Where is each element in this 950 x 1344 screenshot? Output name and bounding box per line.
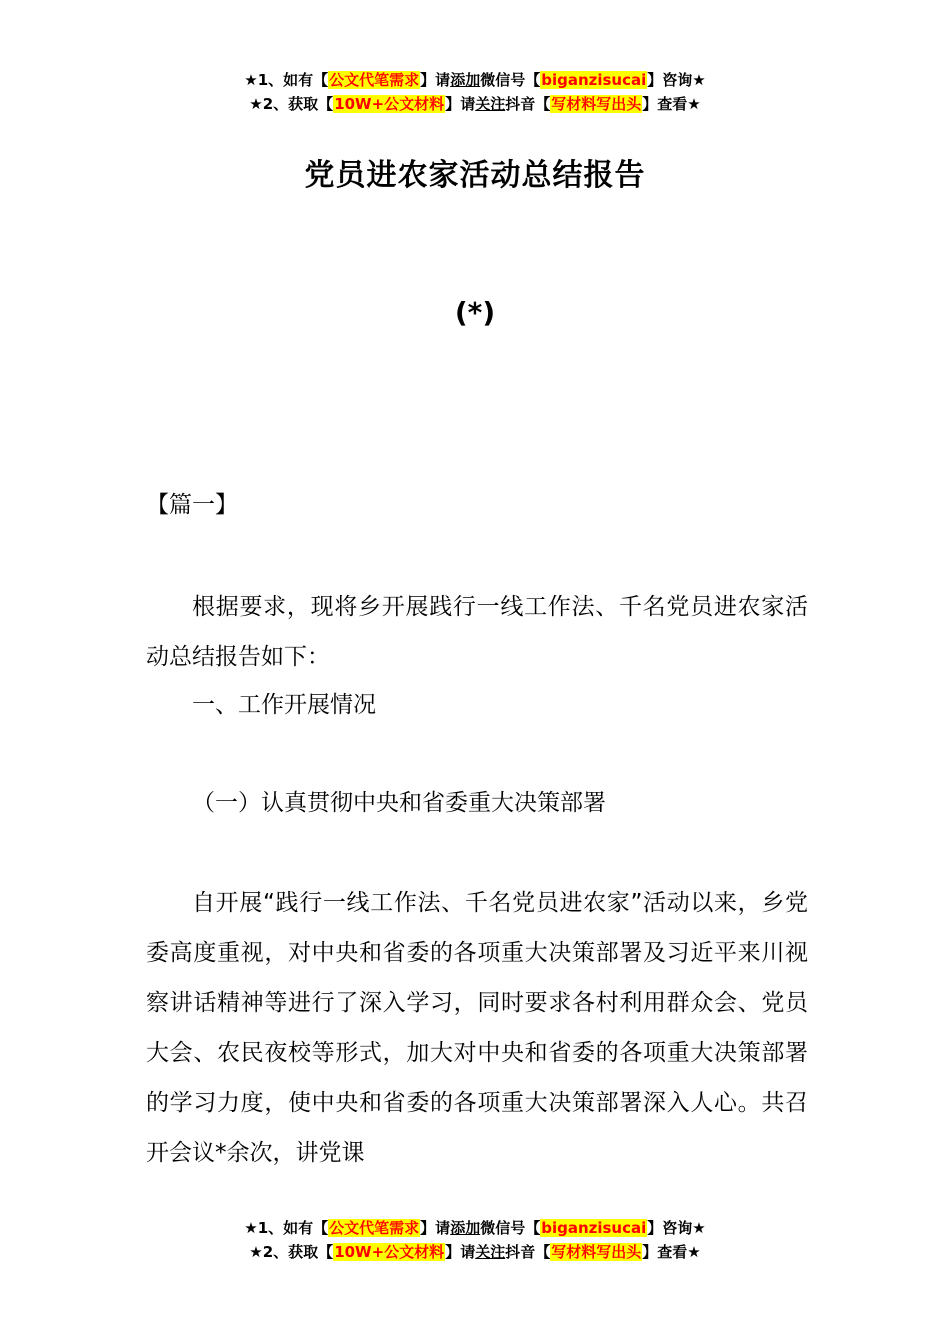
douyin-name: 写材料写出头 [551,95,642,113]
banner-line-1: ★1、如有【公文代笔需求】请添加微信号【biganzisucai】咨询★ [244,71,706,89]
heading-level-2: （一）认真贯彻中央和省委重大决策部署 [192,790,606,816]
banner-line-2: ★2、获取【10W+公文材料】请关注抖音【写材料写出头】查看★ [249,95,701,113]
douyin-name: 写材料写出头 [551,1243,642,1261]
paragraph-body: 自开展“践行一线工作法、千名党员进农家”活动以来，乡党委高度重视，对中央和省委的各项重大决策部署及习近平来川视察讲话精神等进行了深入学习，同时要求各村利用群众会、党员大会、农民夜校等形式，加大对中央和省委的各项重大决策部署的学习力度，使中央和省委的各项重大决策部署深入人心。共召开会议*余次，讲党课 [146,890,808,1166]
bottom-banner [0,1216,950,1264]
document-title: 党员进农家活动总结报告 [304,158,646,193]
wechat-id: biganzisucai [541,1219,647,1237]
wechat-id: biganzisucai [541,71,647,89]
banner-highlight: 公文代笔需求 [329,1219,420,1237]
banner-highlight: 10W+公文材料 [334,1243,445,1261]
section-label: 【篇一】 [146,492,238,518]
paragraph-intro: 根据要求，现将乡开展践行一线工作法、千名党员进农家活动总结报告如下： [146,594,808,670]
heading-level-1: 一、工作开展情况 [192,692,376,718]
banner-highlight: 10W+公文材料 [334,95,445,113]
banner-highlight: 公文代笔需求 [329,71,420,89]
top-banner [0,68,950,116]
banner-line-2: ★2、获取【10W+公文材料】请关注抖音【写材料写出头】查看★ [249,1243,701,1261]
banner-line-1: ★1、如有【公文代笔需求】请添加微信号【biganzisucai】咨询★ [244,1219,706,1237]
document-subtitle: (*) [454,296,496,329]
